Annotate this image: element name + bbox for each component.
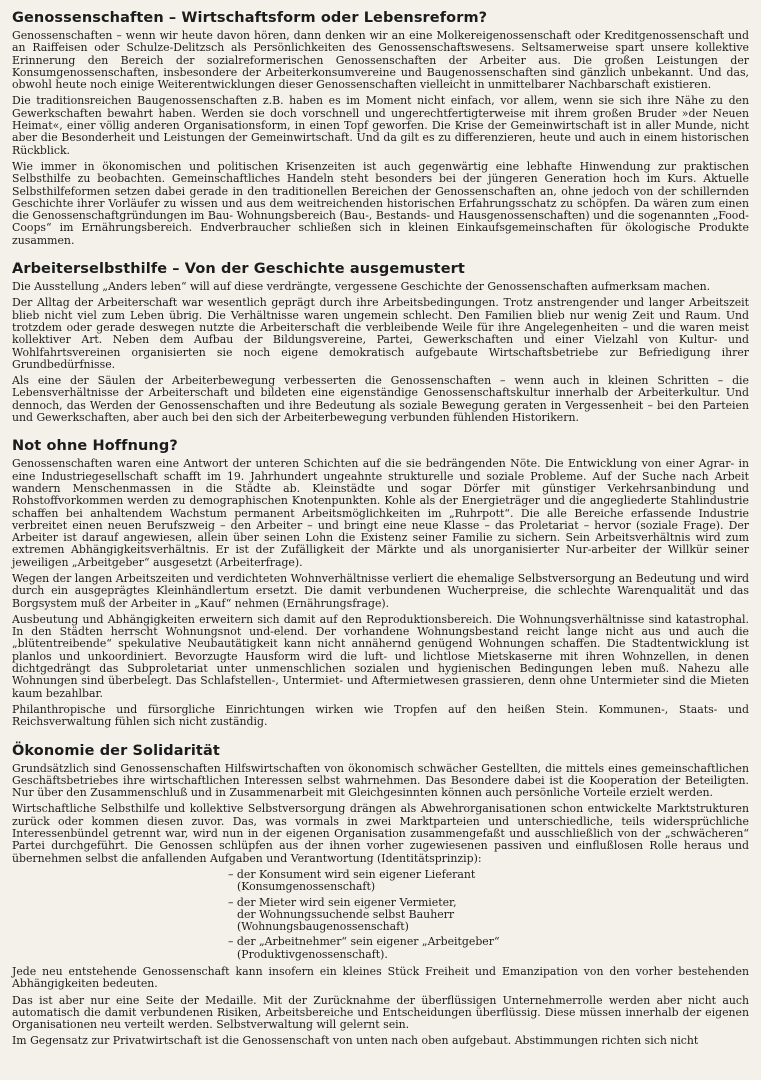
paragraph: Die traditionsreichen Baugenossenschaften z.B. haben es im Moment nicht einfach, vor allem, wenn sie sich ihre Nähe zu den Gewerkschaften bewahrt haben. Werden sie doch vorschnell und ungerechtfertigterweise mit ihrem großen Bruder »der Neuen Heimat«, einer völlig anderen Organisationsform, in einen Topf geworfen. Die Krise der Gemeinwirtschaft ist in aller Munde, nicht aber die Besonderheit und Leistungen der Gemeinwirtschaft. Und da gilt es zu differenzieren, heute und auch in einem historischen Rückblick. xyxy=(12,94,749,157)
paragraph: Philanthropische und fürsorgliche Einrichtungen wirken wie Tropfen auf den heißen Stein. Kommunen-, Staats- und Reichsverwaltung fühlen sich nicht zuständig. xyxy=(12,702,749,729)
paragraph: Der Alltag der Arbeiterschaft war wesentlich geprägt durch ihre Arbeitsbedingungen. Trotz anstrengender und langer Arbeitszeit blieb nicht viel zum Leben übrig. Die Verhältnisse waren ungemein schlecht. Den Familien blieb nur wenig Zeit und Raum. Und trotzdem oder gerade deswegen nutzte die Arbeiterschaft die verbleibende Weile für ihre Angelegenheiten – und die waren meist kollektiver Art. Neben dem Aufbau der Bildungsvereine, Partei, Gewerkschaften und einer Vielzahl von Kultur- und Wohlfahrtsvereinen organisierten sie noch eigene demokratisch aufgebaute Wirtschaftsbetriebe zur Befriedigung ihrer Grundbedürfnisse. xyxy=(12,296,749,371)
list-item xyxy=(228,897,749,934)
list-item-line: (Konsumgenossenschaft) xyxy=(237,880,376,894)
paragraph: Jede neu entstehende Genossenschaft kann insofern ein kleines Stück Freiheit und Emanzipation von den vorher bestehenden Abhängigkeiten bedeuten. xyxy=(12,965,749,991)
section-title-genossenschaften: Genossenschaften – Wirtschaftsform oder Lebensreform? xyxy=(12,10,488,26)
paragraph: Genossenschaften waren eine Antwort der unteren Schichten auf die sie bedrängenden Nöte. Die Entwicklung von einer Agrar- in eine Industriegesellschaft schafft im 19. Jahrhundert ungeahnte strukturelle und soziale Probleme. Auf der Suche nach Arbeit wandern Menschenmassen in die Städte ab. Kleinstädte und sogar Dörfer mit günstiger Verkehrsanbindung und Rohstoffvorkommen werden zu demographischen Knotenpunkten. Kohle als der Energieträger und die angegliederte Stahlindustrie schaffen bei anhaltendem Wachstum permanent Arbeitsmöglichkeiten im „Ruhrpott“. Die alle Bereiche erfassende Industrie verbreitet einen neuen Berufszweig – den Arbeiter – und bringt eine neue Klasse – das Proletariat – hervor (soziale Frage). Der Arbeiter ist darauf angewiesen, allein über seinen Lohn die Existenz seiner Familie zu sichern. Sein Arbeitsverhältnis wird zum extremen Abhängigkeitsverhältnis. Er ist der Zufälligkeit der Märkte und als unorganisierter Nur-arbeiter der Willkür seiner jeweiligen „Arbeitgeber“ ausgesetzt (Arbeiterfrage). xyxy=(12,457,749,569)
list-item-line: – der Konsument wird sein eigener Lieferant xyxy=(228,867,476,881)
paragraph: Im Gegensatz zur Privatwirtschaft ist die Genossenschaft von unten nach oben aufgebaut. Abstimmungen richten sich nicht xyxy=(12,1034,699,1048)
list-item-line: (Produktivgenossenschaft). xyxy=(237,947,388,961)
list-item xyxy=(228,869,749,894)
section-title-oekonomie: Ökonomie der Solidarität xyxy=(12,742,220,759)
paragraph: Das ist aber nur eine Seite der Medaille. Mit der Zurücknahme der überflüssigen Unternehmerrolle werden aber nicht auch automatisch die damit verbundenen Risiken, Arbeitsbereiche und Entscheidungen überflüssig. Diese müssen innerhalb der eigenen Organisationen neu verteilt werden. Selbstverwaltung will gelernt sein. xyxy=(12,993,749,1032)
paragraph: Grundsätzlich sind Genossenschaften Hilfswirtschaften von ökonomisch schwächer Gestellten, die mittels eines gemeinschaftlichen Geschäftsbetriebes ihre wirtschaftlichen Interessen selbst wahrnehmen. Das Besondere dabei ist die Kooperation der Beteiligten. Nur über den Zusammenschluß und in Zusammenarbeit mit Gleichgesinnten können auch persönliche Vorteile erzielt werden. xyxy=(12,761,749,800)
paragraph: Wegen der langen Arbeitszeiten und verdichteten Wohnverhältnisse verliert die ehemalige Selbstversorgung an Bedeutung und wird durch ein ausgeprägtes Kleinhändlertum ersetzt. Die damit verbundenen Wucherpreise, die schlechte Warenqualität und das Borgsystem muß der Arbeiter in „Kauf“ nehmen (Ernährungsfrage). xyxy=(12,571,749,610)
paragraph: Wie immer in ökonomischen und politischen Krisenzeiten ist auch gegenwärtig eine lebhafte Hinwendung zur praktischen Selbsthilfe zu beobachten. Gemeinschaftliches Handeln steht besonders bei der jüngeren Generation hoch im Kurs. Aktuelle Selbsthilfeformen setzen dabei gerade in den traditionellen Bereichen der Genossenschaften an, ohne jedoch von der schillernden Geschichte ihrer Vorläufer zu wissen und aus dem weitreichenden historischen Erfahrungsschatz zu schöpfen. Da wären zum einen die Genossenschaftgründungen im Bau- Wohnungsbereich (Bau-, Bestands- und Hausgenossenschaften) und die sogenannten „Food-Coops“ im Ernährungsbereich. Endverbraucher schließen sich in kleinen Einkaufsgemeinschaften für ökologische Produkte zusammen. xyxy=(12,159,749,247)
list-item-line: – der „Arbeitnehmer“ sein eigener „Arbeitgeber“ xyxy=(228,935,500,949)
list-item-line: – der Mieter wird sein eigener Vermieter, xyxy=(228,895,457,909)
list-item-line: der Wohnungssuchende selbst Bauherr xyxy=(237,907,455,921)
section-title-arbeiterselbsthilfe: Arbeiterselbsthilfe – Von der Geschichte ausgemustert xyxy=(12,261,465,278)
paragraph: Genossenschaften – wenn wir heute davon hören, dann denken wir an eine Molkereigenossenschaft oder Kreditgenossenschaft und an Raiffeisen oder Schulze-Delitzsch als Persönlichkeiten des Genossenschaftswesens. Seltsamerweise spart unsere kollektive Erinnerung den Bereich der sozialreformerischen Genossenschaften der Arbeiter aus. Die großen Leistungen der Konsumgenossenschaften, insbesondere der Arbeiterkonsumvereine und Baugenossenschaften sind gänzlich unbekannt. Und das, obwohl heute noch einige Weiterentwicklungen dieser Genossenschaften vielleicht in unmittelbarer Nachbarschaft existieren. xyxy=(12,29,749,92)
paragraph: Ausbeutung und Abhängigkeiten erweitern sich damit auf den Reproduktionsbereich. Die Wohnungsverhältnisse sind katastrophal. In den Städten herrscht Wohnungsnot und-elend. Der vorhandene Wohnungsbestand reicht lange nicht aus und auch die „blütentreibende“ spekulative Neubautätigkeit kann nicht annähernd genügend Wohnungen schaffen. Die Stadtentwicklung ist planlos und unkoordiniert. Bevorzugte Hausform wird die luft- und lichtlose Mietskaserne mit ihren Wohnzellen, in denen dichtgedrängt das Subproletariat unter unmenschlichen sozialen und hygienischen Bedingungen leben muß. Nahezu alle Wohnungen sind überbelegt. Das Schlafstellen-, Untermiet- und Aftermietwesen grassieren, denn ohne Untermieter sind die Mieten kaum bezahlbar. xyxy=(12,612,749,700)
paragraph: Wirtschaftliche Selbsthilfe und kollektive Selbstversorgung drängen als Abwehrorganisationen schon entwickelte Marktstrukturen zurück oder kommen diesen zuvor. Das, was vormals in zwei Marktparteien und unterschiedliche, teils widersprüchliche Interessenbündel getrennt war, wird nun in der eigenen Organisation zusammengefaßt und ausschließlich von der „schwächeren“ Partei durchgeführt. Die Genossen schlüpfen aus der ihnen vorher zugewiesenen passiven und einflußlosen Rolle heraus und übernehmen selbst die anfallenden Aufgaben und Verantwortung (Identitätsprinzip): xyxy=(12,802,749,865)
section-title-not-ohne-hoffnung: Not ohne Hoffnung? xyxy=(12,438,178,455)
list-item xyxy=(228,936,749,961)
list-item-line: (Wohnungsbaugenossenschaft) xyxy=(237,920,409,934)
paragraph: Als eine der Säulen der Arbeiterbewegung verbesserten die Genossenschaften – wenn auch in kleinen Schritten – die Lebensverhältnisse der Arbeiterschaft und bildeten eine eigenständige Genossenschaftskultur innerhalb der Arbeiterkultur. Und dennoch, das Werden der Genossenschaften und ihre Bedeutung als soziale Bewegung geraten in Vergessenheit – bei den Parteien und Gewerkschaften, aber auch bei den sich der Arbeiterbewegung verbunden fühlenden Historikern. xyxy=(12,374,749,425)
paragraph: Die Ausstellung „Anders leben“ will auf diese verdrängte, vergessene Geschichte der Genossenschaften aufmerksam machen. xyxy=(12,280,711,294)
identity-principle-list xyxy=(228,869,749,961)
